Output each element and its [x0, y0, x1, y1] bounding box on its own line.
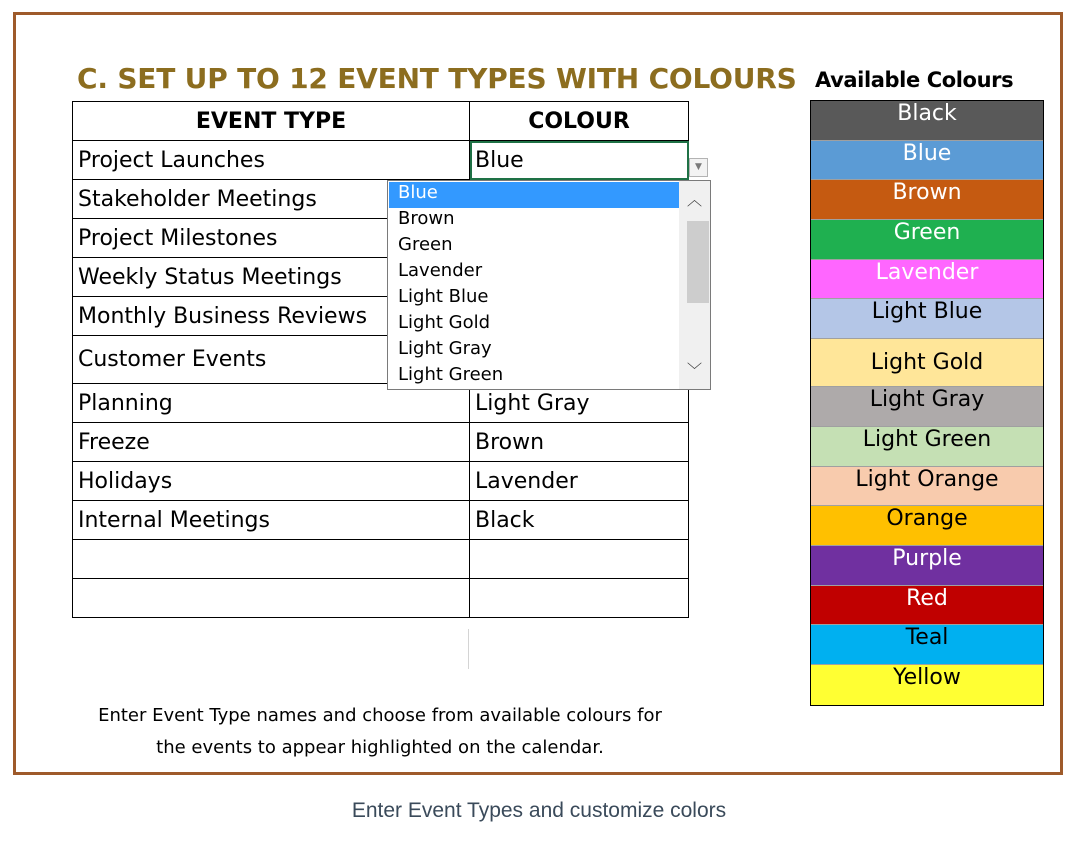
event-cell[interactable]: Project Launches: [73, 141, 470, 180]
colour-header: COLOUR: [470, 102, 689, 141]
event-type-header: EVENT TYPE: [73, 102, 470, 141]
table-row: [73, 540, 689, 579]
dropdown-option[interactable]: Lavender: [398, 260, 483, 281]
table-row: [73, 423, 689, 462]
colour-swatch: Blue: [811, 141, 1043, 181]
colour-swatch: Light Blue: [811, 299, 1043, 339]
colour-cell[interactable]: Lavender: [470, 462, 689, 501]
colour-cell[interactable]: [470, 579, 689, 618]
colour-swatch: Black: [811, 101, 1043, 141]
available-colours-palette: [810, 100, 1044, 706]
dropdown-option[interactable]: Light Gold: [398, 312, 491, 333]
section-title: C. SET UP TO 12 EVENT TYPES WITH COLOURS: [77, 62, 797, 95]
event-cell[interactable]: [73, 540, 470, 579]
event-cell[interactable]: Planning: [73, 384, 470, 423]
table-header-row: [73, 102, 689, 141]
event-cell[interactable]: Customer Events: [73, 336, 470, 384]
column-gridline: [468, 629, 469, 669]
colour-cell[interactable]: Brown: [470, 423, 689, 462]
table-row: [73, 141, 689, 180]
scroll-up-button[interactable]: [679, 181, 710, 219]
dropdown-option[interactable]: Light Green: [398, 364, 504, 385]
colour-swatch: Yellow: [811, 665, 1043, 705]
colour-swatch: Teal: [811, 625, 1043, 665]
dropdown-arrow-button[interactable]: [689, 158, 708, 177]
cropped-heading: [72, 0, 80, 9]
dropdown-option[interactable]: Brown: [398, 208, 455, 229]
colour-swatch: Green: [811, 220, 1043, 260]
event-cell[interactable]: Internal Meetings: [73, 501, 470, 540]
note-line: Enter Event Type names and choose from available colours for: [98, 705, 662, 726]
event-cell[interactable]: Freeze: [73, 423, 470, 462]
colour-swatch: Orange: [811, 506, 1043, 546]
dropdown-option[interactable]: Blue: [389, 182, 679, 208]
event-cell[interactable]: Weekly Status Meetings: [73, 258, 470, 297]
scroll-thumb[interactable]: [687, 221, 709, 303]
figure-caption: Enter Event Types and customize colors: [351, 799, 727, 822]
colour-dropdown-list[interactable]: [387, 180, 711, 390]
available-colours-title: Available Colours: [815, 68, 1014, 92]
colour-swatch: Red: [811, 586, 1043, 626]
instruction-note: [72, 700, 688, 764]
table-row: [73, 579, 689, 618]
colour-swatch: Light Orange: [811, 467, 1043, 507]
note-line: the events to appear highlighted on the calendar.: [156, 737, 604, 758]
table-row: [73, 501, 689, 540]
dropdown-option[interactable]: Light Gray: [398, 338, 492, 359]
event-cell[interactable]: Holidays: [73, 462, 470, 501]
dropdown-option[interactable]: Light Blue: [398, 286, 489, 307]
colour-cell[interactable]: [470, 540, 689, 579]
chevron-down-icon: ▼: [695, 162, 702, 172]
table-row: [73, 462, 689, 501]
colour-swatch: Light Gold: [811, 339, 1043, 387]
dropdown-options: [389, 182, 679, 390]
colour-swatch: Lavender: [811, 260, 1043, 300]
chevron-up-icon: ︿: [686, 191, 702, 209]
scroll-down-button[interactable]: [679, 351, 710, 389]
event-cell[interactable]: Monthly Business Reviews: [73, 297, 470, 336]
colour-swatch: Brown: [811, 180, 1043, 220]
colour-cell-selected[interactable]: Blue: [470, 141, 689, 180]
colour-swatch: Light Green: [811, 427, 1043, 467]
event-cell[interactable]: Stakeholder Meetings: [73, 180, 470, 219]
dropdown-option[interactable]: Green: [398, 234, 453, 255]
event-cell[interactable]: Project Milestones: [73, 219, 470, 258]
event-cell[interactable]: [73, 579, 470, 618]
colour-cell[interactable]: Black: [470, 501, 689, 540]
colour-swatch: Light Gray: [811, 387, 1043, 427]
dropdown-scrollbar[interactable]: [679, 181, 710, 389]
colour-swatch: Purple: [811, 546, 1043, 586]
chevron-down-icon: ﹀: [686, 361, 702, 379]
colour-cell[interactable]: Light Gray: [470, 384, 689, 423]
